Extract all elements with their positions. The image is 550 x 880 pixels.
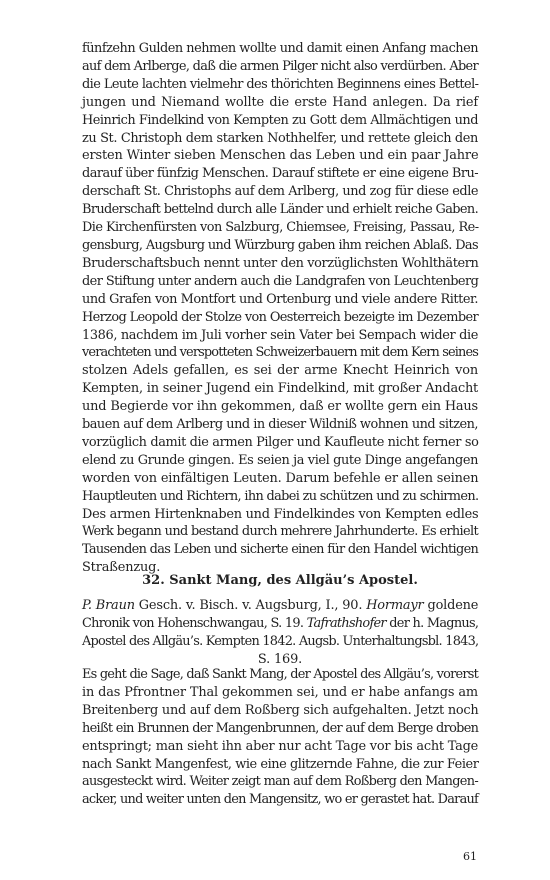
text-line: stolzen Adels gefallen, es sei der arme Knecht Heinrich von [82, 363, 478, 379]
paragraph-sankt-mang [82, 666, 478, 809]
text-line: und Grafen von Montfort und Ortenburg und viele andere Ritter. [82, 291, 478, 307]
source-text: goldene [423, 598, 479, 613]
text-line: vorzüglich damit die armen Pilger und Kaufleute nicht ferner so [82, 434, 479, 450]
text-line: worden von einfältigen Leuten. Darum befehle er allen seinen [82, 470, 479, 486]
source-line: Apostel des Allgäu’s. Kempten 1842. Augsb. Unterhaltungsbl. 1843, [82, 633, 479, 649]
source-text: der h. Magnus, [385, 615, 479, 631]
text-line: Herzog Leopold der Stolze von Oesterreich bezeigte im Dezember [82, 309, 479, 325]
text-line: derschaft St. Christophs auf dem Arlberg, und zog für diese edle [82, 184, 479, 200]
author-name: Tafrathshofer [306, 615, 386, 631]
text-line: Des armen Hirtenknaben und Findelkindes von Kempten edles [82, 506, 479, 522]
author-name: Hormayr [366, 598, 424, 613]
text-line: ausgesteckt wird. Weiter zeigt man auf dem Roßberg den Mangen- [82, 774, 478, 790]
text-line: fünfzehn Gulden nehmen wollte und damit einen Anfang machen [82, 41, 478, 56]
text-line: auf dem Arlberge, daß die armen Pilger nicht also verdürben. Aber [82, 58, 478, 74]
section-title: 32. Sankt Mang, des Allgäu’s Apostel. [142, 573, 418, 588]
source-line: S. 169. [257, 651, 303, 667]
text-line: ersten Winter sieben Menschen das Leben und ein paar Jahre [82, 148, 479, 164]
text-line: Die Kirchenfürsten von Salzburg, Chiemsee, Freising, Passau, Re- [82, 220, 479, 236]
paragraph-findelkind [82, 40, 478, 577]
source-references [82, 597, 478, 669]
text-line: Breitenberg und auf dem Roßberg sich aufgehalten. Jetzt noch [82, 702, 479, 718]
text-line: Heinrich Findelkind von Kempten zu Gott dem Allmächtigen und [82, 112, 478, 128]
text-line: zu St. Christoph dem starken Nothhelfer, und rettete gleich den [82, 130, 478, 146]
text-line: Kempten, in seiner Jugend ein Findelkind, mit großer Andacht [82, 381, 478, 397]
text-line: Bruderschaftsbuch nennt unter den vorzüglichsten Wohlthätern [82, 255, 479, 271]
text-line: der Stiftung unter andern auch die Landgrafen von Leuchtenberg [82, 273, 479, 289]
source-line [82, 615, 478, 633]
author-name: P. Braun [82, 598, 135, 613]
text-line: Tausenden das Leben und sicherte einen für den Handel wichtigen [82, 542, 479, 558]
text-line: bauen auf dem Arlberg und in dieser Wildniß wohnen und sitzen, [82, 417, 478, 433]
text-line: darauf über fünfzig Menschen. Darauf stiftete er eine eigene Bru- [82, 166, 478, 182]
source-line [82, 597, 478, 615]
text-line: Werk begann und bestand durch mehrere Jahrhunderte. Es erhielt [82, 524, 478, 540]
text-line: Straßenzug. [82, 560, 161, 576]
text-line: jungen und Niemand wollte die erste Hand anlegen. Da rief [82, 94, 478, 110]
text-line: die Leute lachten vielmehr des thörichten Beginnens eines Bettel- [82, 76, 479, 92]
page-number: 61 [463, 850, 477, 863]
text-line: Bruderschaft bettelnd durch alle Länder und erhielt reiche Gaben. [82, 202, 479, 218]
text-line: entspringt; man sieht ihn aber nur acht Tage vor bis acht Tage [82, 738, 478, 754]
text-line: verachteten und verspotteten Schweizerbauern mit dem Kern seines [82, 345, 478, 361]
text-line: 1386, nachdem im Juli vorher sein Vater bei Sempach wider die [82, 327, 478, 343]
source-text: Chronik von Hohenschwangau, S. 19. [82, 615, 307, 631]
text-line: Hauptleuten und Richtern, ihn dabei zu schützen und zu schirmen. [82, 488, 479, 504]
source-text: Gesch. v. Bisch. v. Augsburg, I., 90. [134, 598, 367, 613]
text-line: und Begierde vor ihn gekommen, daß er wollte gern ein Haus [82, 399, 478, 415]
text-line: Es geht die Sage, daß Sankt Mang, der Apostel des Allgäu’s, vorerst [82, 667, 478, 682]
text-line: nach Sankt Mangenfest, wie eine glitzernde Fahne, die zur Feier [82, 756, 479, 772]
text-line: gensburg, Augsburg und Würzburg gaben ihm reichen Ablaß. Das [82, 237, 478, 253]
text-line: in das Pfrontner Thal gekommen sei, und er habe anfangs am [82, 684, 478, 700]
text-line: acker, und weiter unten den Mangensitz, wo er gerastet hat. Darauf [82, 792, 479, 808]
text-line: heißt ein Brunnen der Mangenbrunnen, der auf dem Berge droben [82, 720, 479, 736]
text-line: elend zu Grunde gingen. Es seien ja viel gute Dinge angefangen [82, 452, 478, 468]
